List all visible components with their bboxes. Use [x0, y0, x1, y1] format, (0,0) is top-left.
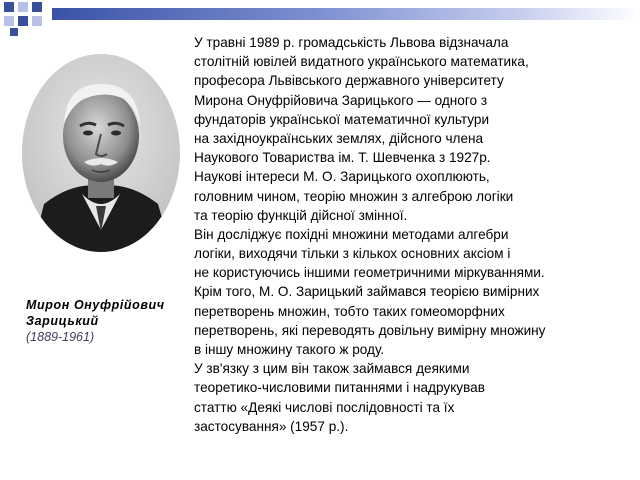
text-line: Наукового Товариства ім. Т. Шевченка з 1927р. — [194, 150, 491, 166]
person-name-line2: Зарицький — [26, 314, 99, 328]
text-line: теоретико-числовими питаннями і надрукував — [194, 380, 485, 396]
portrait-photo — [22, 54, 180, 252]
portrait-caption — [26, 297, 196, 345]
person-name-line1: Мирон Онуфрійович — [26, 298, 165, 312]
text-line: логіки, виходячи тільки з кількох основних аксіом і — [194, 246, 511, 262]
decor-square — [10, 28, 18, 36]
text-line: та теорію функцій дійсної змінної. — [194, 207, 408, 223]
text-line: Він досліджує похідні множини методами алгебри — [194, 226, 509, 242]
portrait-illustration — [22, 54, 180, 252]
biography-text — [194, 33, 634, 436]
text-line: Крім того, М. О. Зарицький займався теорією вимірних — [194, 284, 540, 300]
decor-square — [32, 16, 42, 26]
text-line: професора Львівського державного університету — [194, 73, 504, 89]
text-line: на західноукраїнських землях, дійсного члена — [194, 130, 484, 146]
text-line: головним чином, теорію множин з алгеброю логіки — [194, 188, 514, 204]
text-line: перетворень, які переводять довільну вимірну множину — [194, 322, 546, 338]
life-years: (1889-1961) — [26, 330, 95, 344]
header-gradient-bar — [52, 8, 640, 20]
text-line: У травні 1989 р. громадськість Львова відзначала — [194, 35, 509, 50]
text-line: застосування» (1957 р.). — [194, 418, 349, 434]
text-line: статтю «Деякі числові послідовності та їх — [194, 399, 455, 415]
decor-square — [4, 16, 14, 26]
text-line: фундаторів української математичної культури — [194, 111, 490, 127]
decor-square — [32, 2, 42, 12]
text-line: Наукові інтереси М. О. Зарицького охоплюють, — [194, 169, 490, 185]
decor-square — [18, 16, 28, 26]
text-line: Мирона Онуфрійовича Зарицького — одного з — [194, 92, 488, 108]
text-line: в іншу множину такого ж роду. — [194, 342, 385, 357]
text-line: перетворень множин, тобто таких гомеоморфних — [194, 303, 505, 319]
decor-square — [18, 2, 28, 12]
decor-square — [4, 2, 14, 12]
text-line: столітній ювілей видатного українського математика, — [194, 54, 529, 70]
text-line: У зв'язку з цим він також займався деякими — [194, 361, 470, 377]
text-line: не користуючись іншими геометричними міркуваннями. — [194, 265, 545, 281]
